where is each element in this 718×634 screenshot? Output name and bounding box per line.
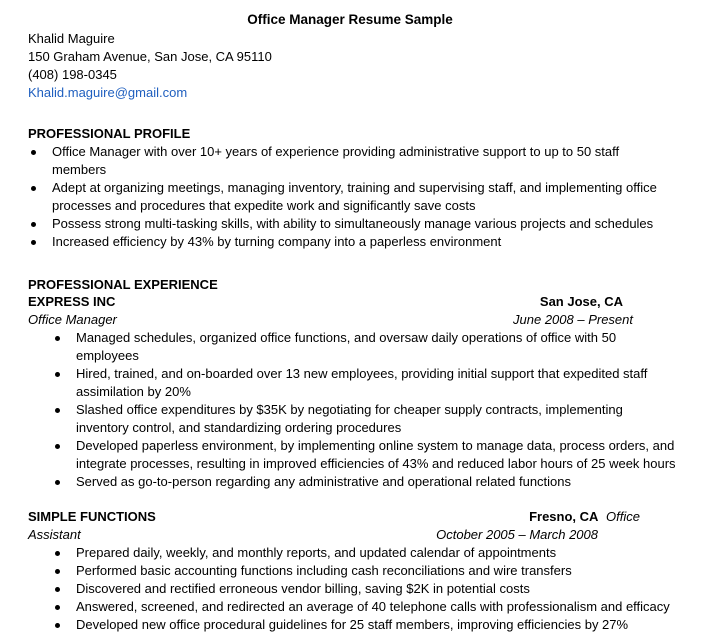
list-item bbox=[52, 544, 712, 562]
bullet-icon bbox=[55, 408, 60, 413]
list-item-text: Served as go-to-person regarding any administrative and operational related functions bbox=[76, 474, 572, 489]
list-item bbox=[52, 473, 712, 491]
job-1-header bbox=[28, 293, 696, 311]
bullet-icon bbox=[55, 587, 60, 592]
list-item bbox=[52, 329, 712, 365]
bullet-icon bbox=[55, 551, 60, 556]
list-item-text: Developed paperless environment, by implementing online system to manage data, process orders, and bbox=[76, 438, 675, 453]
list-item-text-continued: members bbox=[52, 162, 107, 177]
document-title: Office Manager Resume Sample bbox=[247, 12, 453, 27]
job-2-location-group bbox=[529, 508, 640, 526]
job-1-duties bbox=[52, 329, 712, 491]
contact-email-link[interactable]: Khalid.maguire@gmail.com bbox=[28, 85, 188, 100]
list-item bbox=[52, 562, 712, 580]
list-item-text: Discovered and rectified erroneous vendor billing, saving $2K in potential costs bbox=[76, 581, 530, 596]
list-item bbox=[28, 179, 708, 215]
bullet-icon bbox=[55, 444, 60, 449]
bullet-icon bbox=[55, 372, 60, 377]
contact-block bbox=[28, 30, 272, 102]
list-item-text: Increased efficiency by 43% by turning company into a paperless environment bbox=[52, 234, 502, 249]
list-item bbox=[28, 143, 708, 179]
list-item-text: Office Manager with over 10+ years of experience providing administrative support to up to 50 staff bbox=[52, 144, 620, 159]
list-item-text: Prepared daily, weekly, and monthly reports, and updated calendar of appointments bbox=[76, 545, 557, 560]
bullet-icon bbox=[55, 569, 60, 574]
job-2-dates: October 2005 – March 2008 bbox=[436, 527, 598, 542]
list-item-text: Adept at organizing meetings, managing inventory, training and supervising staff, and implementing office bbox=[52, 180, 657, 195]
list-item-text-continued: processes and procedures that expedite work and significantly save costs bbox=[52, 198, 476, 213]
experience-heading: PROFESSIONAL EXPERIENCE bbox=[28, 277, 218, 292]
list-item-text: Slashed office expenditures by $35K by negotiating for cheaper supply contracts, implementing bbox=[76, 402, 623, 417]
list-item-text: Developed new office procedural guidelines for 25 staff members, improving efficiencies by 27% bbox=[76, 617, 629, 632]
bullet-icon bbox=[31, 240, 36, 245]
list-item-text: Possess strong multi-tasking skills, with ability to simultaneously manage various projects and schedules bbox=[52, 216, 654, 231]
list-item bbox=[52, 437, 712, 473]
bullet-icon bbox=[31, 150, 36, 155]
list-item bbox=[28, 215, 708, 233]
contact-name: Khalid Maguire bbox=[28, 31, 115, 46]
list-item-text: Hired, trained, and on-boarded over 13 new employees, providing initial support that expedited staff bbox=[76, 366, 648, 381]
bullet-icon bbox=[55, 623, 60, 628]
bullet-icon bbox=[55, 480, 60, 485]
list-item bbox=[52, 580, 712, 598]
job-2-duties bbox=[52, 544, 712, 634]
job-2-company: SIMPLE FUNCTIONS bbox=[28, 509, 156, 524]
job-1-subheader bbox=[28, 311, 696, 329]
list-item bbox=[52, 598, 712, 616]
job-2-location-extra: Office bbox=[606, 509, 640, 524]
list-item bbox=[28, 233, 708, 251]
list-item-text: Managed schedules, organized office functions, and oversaw daily operations of office with 50 bbox=[76, 330, 617, 345]
bullet-icon bbox=[31, 222, 36, 227]
list-item bbox=[52, 401, 712, 437]
list-item-text: Performed basic accounting functions including cash reconciliations and wire transfers bbox=[76, 563, 572, 578]
job-2-role: Assistant bbox=[28, 527, 81, 542]
list-item bbox=[52, 365, 712, 401]
list-item-text-continued: integrate processes, resulting in improved efficiencies of 43% and reduced labor hours of 25 week hours bbox=[76, 456, 676, 471]
profile-heading: PROFESSIONAL PROFILE bbox=[28, 126, 191, 141]
job-2-subheader bbox=[28, 526, 696, 544]
bullet-icon bbox=[31, 186, 36, 191]
bullet-icon bbox=[55, 605, 60, 610]
list-item-text-continued: assimilation by 20% bbox=[76, 384, 191, 399]
contact-address: 150 Graham Avenue, San Jose, CA 95110 bbox=[28, 49, 272, 64]
list-item-text-continued: inventory control, and standardizing ordering procedures bbox=[76, 420, 402, 435]
job-1-role: Office Manager bbox=[28, 312, 117, 327]
job-1-dates: June 2008 – Present bbox=[513, 312, 633, 327]
job-1-company: EXPRESS INC bbox=[28, 294, 116, 309]
job-1-location: San Jose, CA bbox=[539, 294, 623, 309]
profile-list bbox=[28, 143, 708, 251]
contact-phone: (408) 198-0345 bbox=[28, 67, 117, 82]
bullet-icon bbox=[55, 336, 60, 341]
list-item bbox=[52, 616, 712, 634]
list-item-text: Answered, screened, and redirected an average of 40 telephone calls with professionalism and efficacy bbox=[76, 599, 670, 614]
job-2-header bbox=[28, 508, 696, 526]
list-item-text-continued: employees bbox=[76, 348, 139, 363]
job-2-location: Fresno, CA bbox=[529, 509, 599, 524]
